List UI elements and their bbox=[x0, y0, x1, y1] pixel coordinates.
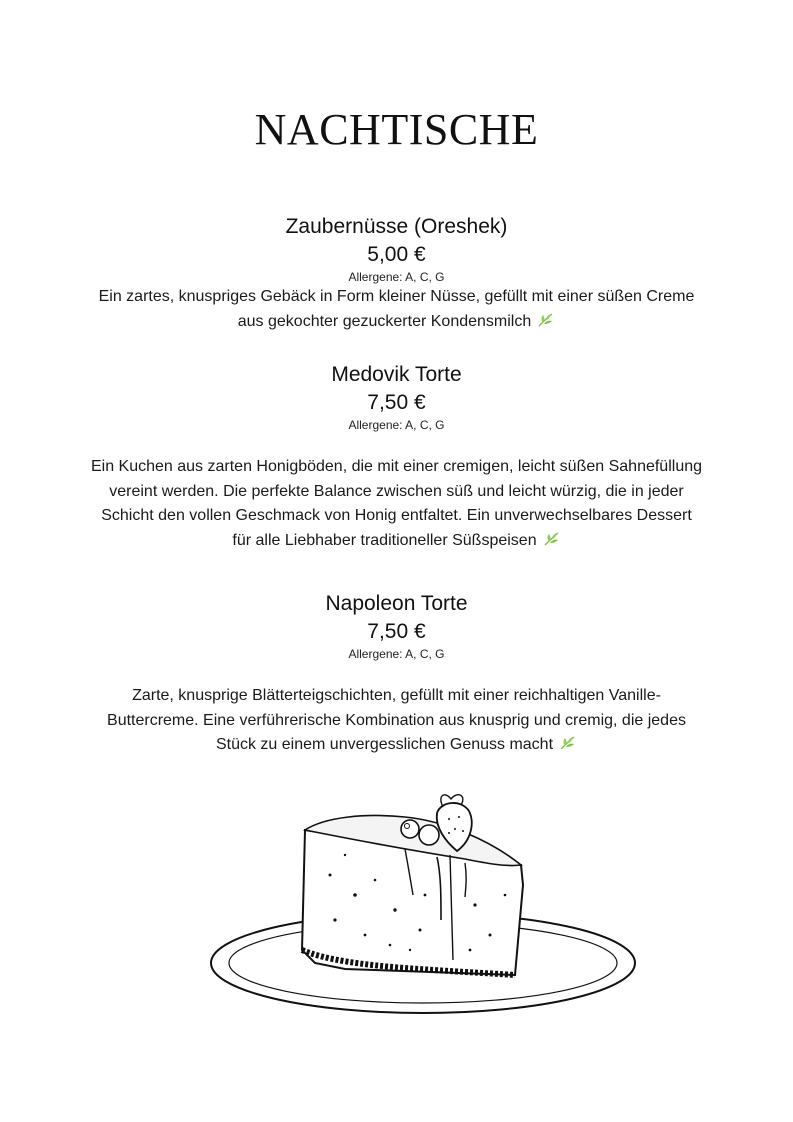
item-description bbox=[0, 455, 793, 553]
description-line: Schicht den vollen Geschmack von Honig entfaltet. Ein unverwechselbares Dessert bbox=[101, 507, 692, 524]
leaf-icon bbox=[537, 312, 555, 328]
item-allergens: Allergene: A, C, G bbox=[348, 418, 445, 432]
cake-slice-illustration bbox=[205, 785, 645, 1025]
item-description bbox=[0, 684, 793, 758]
description-line: Ein Kuchen aus zarten Honigböden, die mit einer cremigen, leicht süßen Sahnefüllung bbox=[90, 458, 703, 475]
item-name: Zaubernüsse (Oreshek) bbox=[285, 215, 508, 238]
menu-item bbox=[0, 590, 793, 758]
leaf-icon bbox=[559, 735, 577, 751]
item-allergens: Allergene: A, C, G bbox=[348, 270, 445, 284]
item-price: 7,50 € bbox=[367, 391, 426, 414]
item-name: Medovik Torte bbox=[331, 363, 462, 386]
description-line: Stück zu einem unvergesslichen Genuss macht bbox=[0, 733, 793, 758]
description-line: aus gekochter gezuckerter Kondensmilch bbox=[0, 310, 793, 335]
leaf-icon bbox=[543, 531, 561, 547]
description-line: Ein zartes, knuspriges Gebäck in Form kleiner Nüsse, gefüllt mit einer süßen Creme bbox=[98, 288, 695, 305]
description-line: vereint werden. Die perfekte Balance zwischen süß und leicht würzig, die in jeder bbox=[109, 482, 684, 500]
item-price: 5,00 € bbox=[367, 243, 426, 266]
item-price: 7,50 € bbox=[367, 620, 426, 643]
description-line: Buttercreme. Eine verführerische Kombination aus knusprig und cremig, die jedes bbox=[107, 711, 686, 729]
menu-item bbox=[0, 361, 793, 553]
description-line: Zarte, knusprige Blätterteigschichten, gefüllt mit einer reichhaltigen Vanille- bbox=[132, 687, 661, 704]
description-line: für alle Liebhaber traditioneller Süßspeisen bbox=[0, 529, 793, 554]
item-allergens: Allergene: A, C, G bbox=[348, 647, 445, 661]
item-description bbox=[0, 285, 793, 334]
item-name: Napoleon Torte bbox=[325, 592, 468, 615]
page-title: NACHTISCHE bbox=[254, 105, 539, 154]
menu-item bbox=[0, 213, 793, 334]
